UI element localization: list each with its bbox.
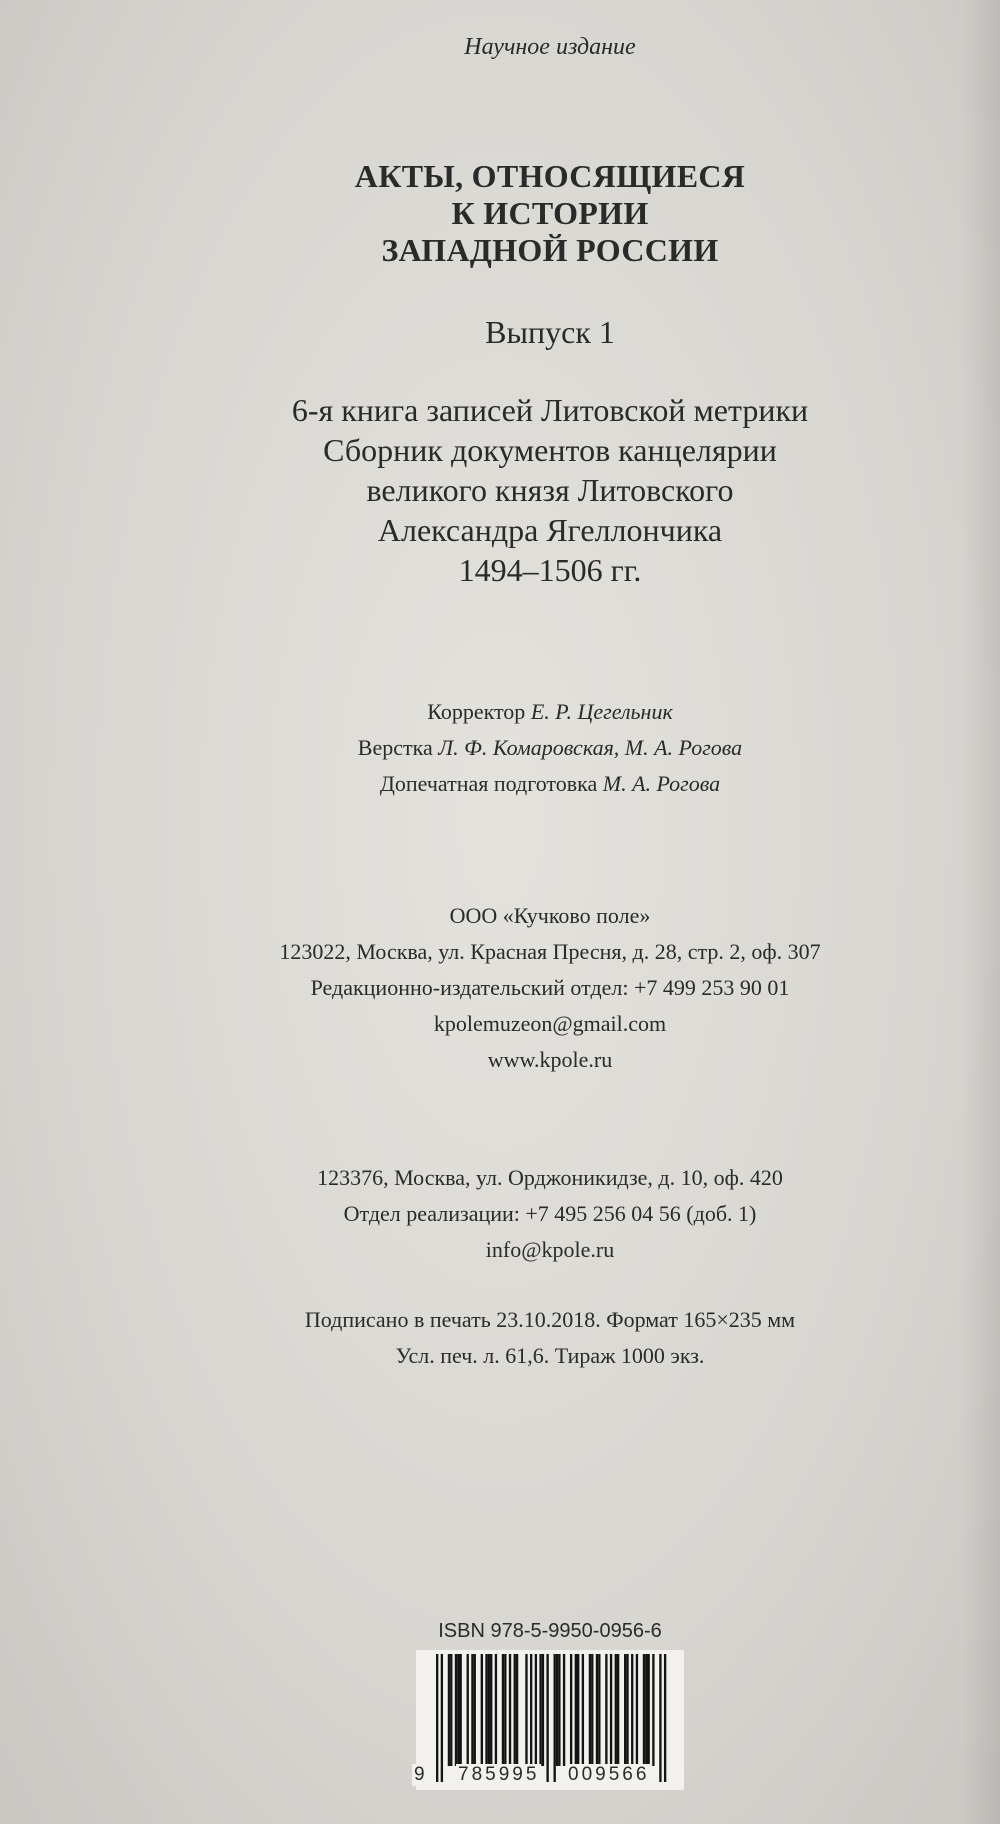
edition-type: Научное издание (464, 34, 636, 60)
layout-label: Верстка (357, 735, 433, 760)
editorial-phone: Редакционно-издательский отдел: +7 499 253 90 01 (310, 975, 790, 1000)
barcode-bar (643, 1654, 645, 1766)
barcode-bar (535, 1654, 537, 1766)
barcode-bar (648, 1654, 650, 1766)
barcode-bar (542, 1654, 544, 1766)
barcode-bar (467, 1654, 469, 1766)
layout-names: Л. Ф. Комаровская, М. А. Рогова (438, 735, 743, 760)
subtitle-line: 1494–1506 гг. (458, 552, 642, 588)
book-subtitle (0, 390, 1000, 590)
barcode-bar (488, 1654, 490, 1766)
subtitle-line: Александра Ягеллончика (377, 512, 723, 548)
barcode-bar (575, 1654, 577, 1766)
barcode-bar (598, 1654, 600, 1766)
barcode-bar (460, 1654, 462, 1766)
print-info (0, 1302, 1000, 1374)
barcode-bar (514, 1654, 516, 1766)
barcode-bar (596, 1654, 598, 1766)
barcode-bar (485, 1654, 487, 1766)
barcode-bar (652, 1654, 654, 1766)
sales-phone: Отдел реализации: +7 495 256 04 56 (доб. 1) (343, 1201, 757, 1226)
barcode-bar (502, 1654, 504, 1766)
print-volume: Усл. печ. л. 61,6. Тираж 1000 экз. (395, 1343, 705, 1368)
sales-email: info@kpole.ru (485, 1237, 615, 1262)
barcode-bar (539, 1654, 541, 1766)
barcode-bar (582, 1654, 584, 1766)
barcode-bar (636, 1654, 638, 1766)
barcode-bar (610, 1654, 612, 1766)
subtitle-line: великого князя Литовского (366, 472, 734, 508)
layout-credit (0, 730, 1000, 766)
signed-to-print: Подписано в печать 23.10.2018. Формат 165×235 мм (304, 1307, 796, 1332)
barcode-bar (448, 1654, 450, 1766)
barcode-bar (504, 1654, 506, 1766)
subtitle-line: 6-я книга записей Литовской метрики (291, 392, 809, 428)
sales-info (0, 1160, 1000, 1268)
title-line: К ИСТОРИИ (451, 195, 649, 231)
publisher-address: 123022, Москва, ул. Красная Пресня, д. 28, стр. 2, оф. 307 (279, 939, 821, 964)
barcode-bar (495, 1654, 497, 1766)
credits (0, 694, 1000, 802)
barcode-bar (556, 1654, 558, 1766)
barcode-bar (509, 1654, 511, 1766)
barcode-bar (474, 1654, 476, 1766)
barcode-bar (577, 1654, 579, 1766)
corrector-label: Корректор (427, 699, 526, 724)
barcode-bar (626, 1654, 628, 1766)
barcode-bar (631, 1654, 633, 1766)
barcode-bar (617, 1654, 619, 1766)
prepress-label: Допечатная подготовка (379, 771, 598, 796)
barcode-bar (591, 1654, 593, 1766)
barcode-bar (457, 1654, 459, 1766)
barcode-bar (481, 1654, 483, 1766)
barcode-digit-first: 9 (414, 1764, 425, 1785)
publisher-email: kpolemuzeon@gmail.com (433, 1011, 667, 1036)
sales-address: 123376, Москва, ул. Орджоникидзе, д. 10, оф. 420 (317, 1165, 783, 1190)
prepress-credit (0, 766, 1000, 802)
barcode-bar (490, 1654, 492, 1766)
barcode-bar (589, 1654, 591, 1766)
barcode-digits (416, 1760, 684, 1790)
issue-number: Выпуск 1 (485, 314, 615, 350)
subtitle-line: Сборник документов канцелярии (323, 432, 777, 468)
prepress-name: М. А. Рогова (602, 771, 721, 796)
barcode-bar (455, 1654, 457, 1766)
publisher-info (0, 898, 1000, 1078)
isbn-number: ISBN 978-5-9950-0956-6 (438, 1620, 662, 1642)
barcode-bar (605, 1654, 607, 1766)
barcode-bar (450, 1654, 452, 1766)
barcode-bar (563, 1654, 565, 1766)
barcode-bar (471, 1654, 473, 1766)
corrector-name: Е. Р. Цегельник (530, 699, 673, 724)
barcode-bar (525, 1654, 527, 1766)
barcode-bar (558, 1654, 560, 1766)
barcode-bar (530, 1654, 532, 1766)
corrector-credit (0, 694, 1000, 730)
title-line: АКТЫ, ОТНОСЯЩИЕСЯ (354, 158, 746, 194)
barcode-bar (645, 1654, 647, 1766)
barcode-digits-right: 009566 (568, 1764, 650, 1785)
barcode-digits-left: 785995 (458, 1764, 540, 1785)
book-title (0, 158, 1000, 269)
barcode-bar (516, 1654, 518, 1766)
barcode-bar (615, 1654, 617, 1766)
title-line: ЗАПАДНОЙ РОССИИ (381, 232, 719, 268)
publisher-name: ООО «Кучково поле» (449, 903, 651, 928)
barcode-bar (570, 1654, 572, 1766)
publisher-website: www.kpole.ru (487, 1047, 613, 1072)
barcode-bar (624, 1654, 626, 1766)
